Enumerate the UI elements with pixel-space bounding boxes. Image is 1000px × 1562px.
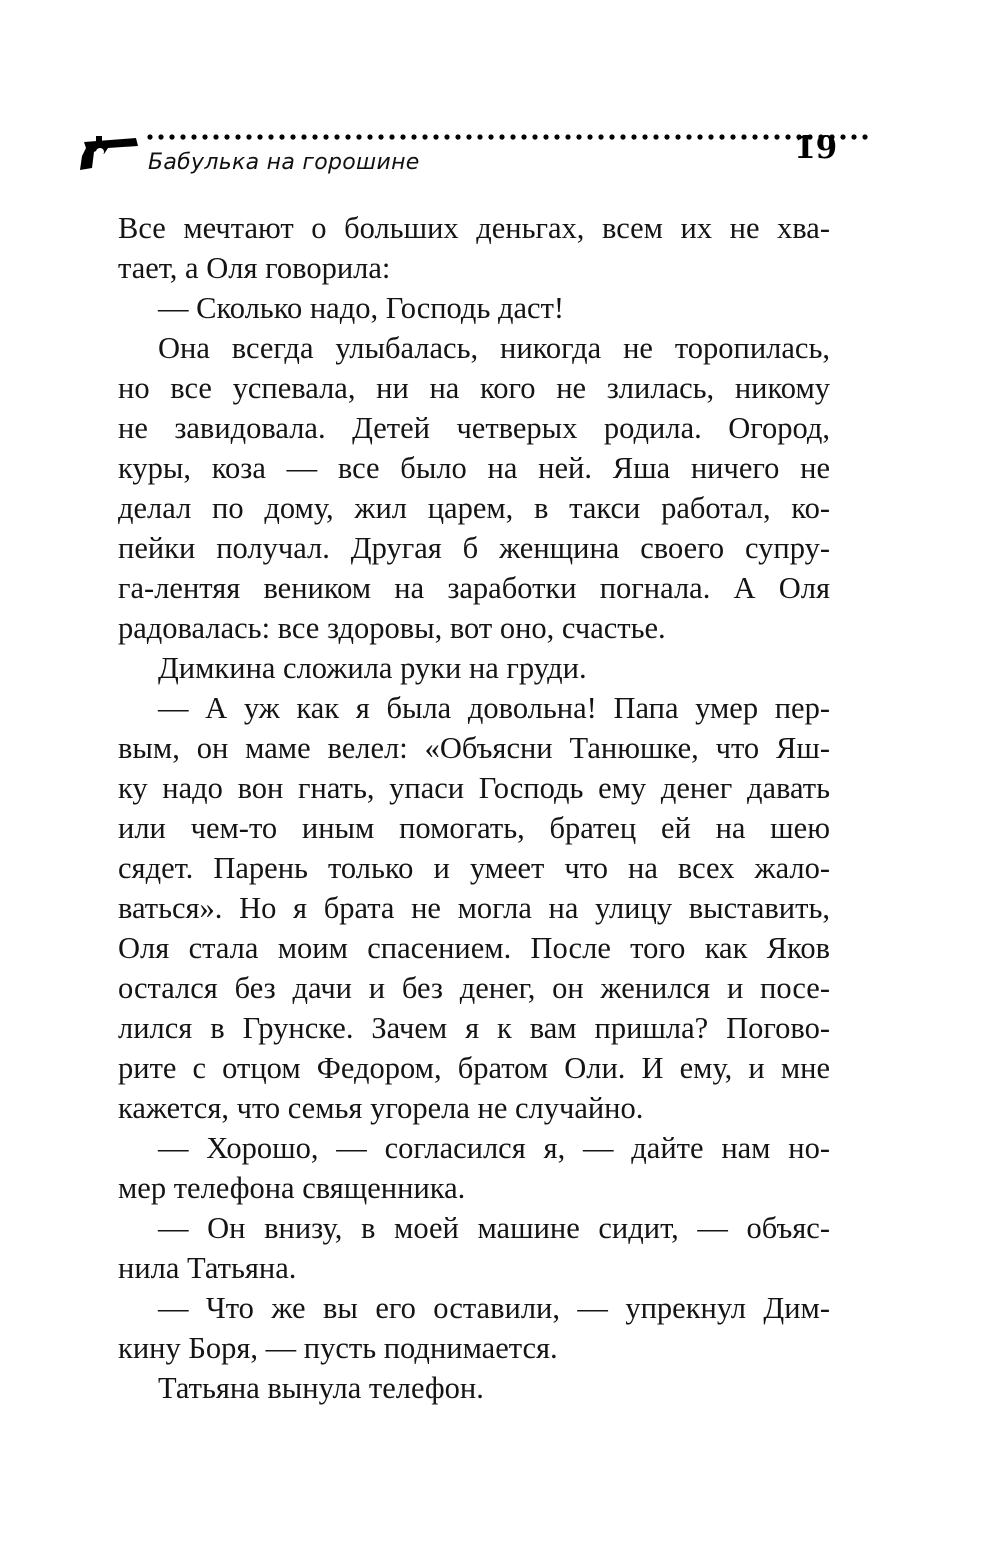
text-line: но все успевала, ни на кого не злилась, никому xyxy=(118,371,830,405)
text-line: рите с отцом Федором, братом Оли. И ему, и мне xyxy=(118,1051,830,1085)
revolver-icon xyxy=(78,132,140,172)
text-line: лился в Грунске. Зачем я к вам пришла? Погово- xyxy=(118,1011,830,1045)
page-number: 19 xyxy=(794,130,838,166)
text-line: ку надо вон гнать, упаси Господь ему денег давать xyxy=(118,771,830,805)
text-line: Она всегда улыбалась, никогда не торопилась, xyxy=(158,331,830,365)
text-line: тает, а Оля говорила: xyxy=(118,251,391,285)
text-line: радовалась: все здоровы, вот оно, счастье. xyxy=(118,611,666,645)
text-line: — Сколько надо, Господь даст! xyxy=(158,291,565,325)
text-line: Димкина сложила руки на груди. xyxy=(158,651,587,685)
text-line: Все мечтают о больших деньгах, всем их не хва- xyxy=(118,211,830,245)
text-line: — А уж как я была довольна! Папа умер пер- xyxy=(158,691,830,725)
text-line: сядет. Парень только и умеет что на всех жало- xyxy=(118,851,830,885)
text-line: — Что же вы его оставили, — упрекнул Дим- xyxy=(158,1291,830,1325)
text-line: Оля стала моим спасением. После того как Яков xyxy=(118,931,830,965)
text-line: ваться». Но я брата не могла на улицу выставить, xyxy=(118,891,830,925)
text-line: Татьяна вынула телефон. xyxy=(158,1371,484,1405)
text-line: пейки получал. Другая б женщина своего супру- xyxy=(118,531,830,565)
text-line: делал по дому, жил царем, в такси работал, ко- xyxy=(118,491,830,525)
running-title: Бабулька на горошине xyxy=(148,150,420,175)
text-line: или чем-то иным помогать, братец ей на шею xyxy=(118,811,830,845)
text-line: — Он внизу, в моей машине сидит, — объяс- xyxy=(158,1211,830,1245)
text-line: остался без дачи и без денег, он женился и посе- xyxy=(118,971,830,1005)
text-line: га-лентяя веником на заработки погнала. А Оля xyxy=(118,571,830,605)
text-line: не завидовала. Детей четверых родила. Огород, xyxy=(118,411,830,445)
text-line: нила Татьяна. xyxy=(118,1251,297,1285)
text-line: кину Боря, — пусть поднимается. xyxy=(118,1331,558,1365)
text-line: — Хорошо, — согласился я, — дайте нам но- xyxy=(158,1131,830,1165)
page-header xyxy=(78,128,838,188)
body-text xyxy=(118,208,830,1408)
text-line: кажется, что семья угорела не случайно. xyxy=(118,1091,644,1125)
text-line: куры, коза — все было на ней. Яша ничего не xyxy=(118,451,830,485)
dotted-rule xyxy=(146,130,868,144)
text-line: вым, он маме велел: «Объясни Танюшке, что Яш- xyxy=(118,731,830,765)
text-line: мер телефона священника. xyxy=(118,1171,466,1205)
